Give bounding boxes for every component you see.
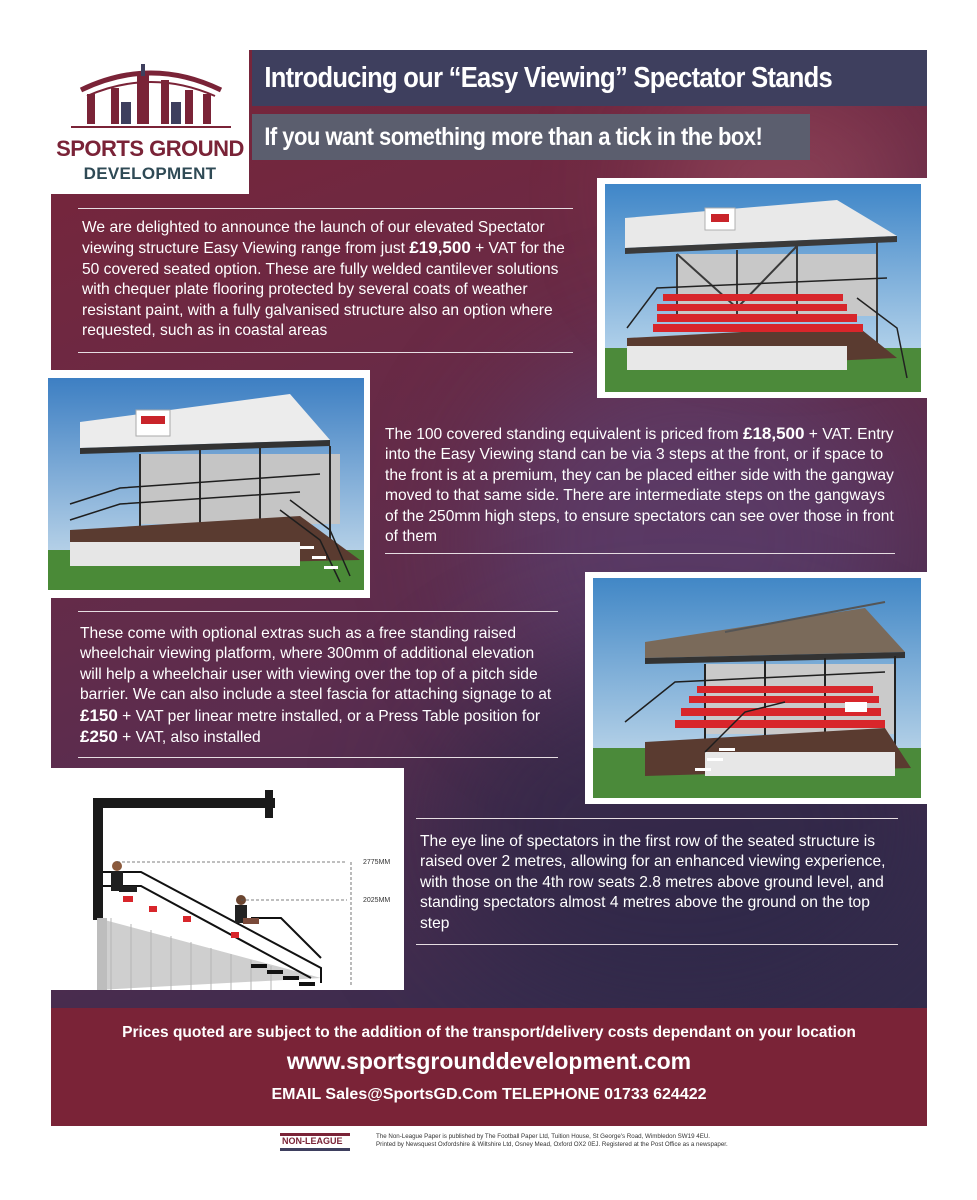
contact-footer (51, 1008, 927, 1126)
subheadline: If you want something more than a tick in the box! (264, 123, 763, 151)
sightline-diagram (51, 768, 404, 990)
divider (416, 818, 898, 819)
dimension-lower: 2025MM (363, 897, 391, 904)
non-league-logo-text: NON-LEAGUE (282, 1136, 343, 1146)
eyeline-paragraph: The eye line of spectators in the first row of the seated structure is raised over 2 metres, allowing for an enhanced viewing experience, with those on the 4th row seats 2.8 metres above ground level, and standing spectators almost 4 metres above the ground on the top step (420, 833, 886, 932)
logo-line2: DEVELOPMENT (83, 164, 217, 183)
logo-line1: SPORTS GROUND (56, 136, 244, 161)
price-seated: £19,500 (409, 238, 471, 258)
publisher-credits: The Non-League Paper is published by The Football Paper Ltd, Tuition House, St George's Road, Wimbledon SW19 4EU. Printed by Newsquest Oxfordshire & Wiltshire Ltd, Osney Mead, Oxford OX2 0EJ. Registered at the Post Office as a newspaper. (376, 1133, 728, 1148)
contact-details[interactable]: EMAIL Sales@SportsGD.Com TELEPHONE 01733 624422 (271, 1086, 707, 1103)
photo-standing-stand (40, 370, 370, 598)
headline-bar (252, 50, 927, 106)
subheadline-bar (252, 114, 810, 160)
divider (78, 208, 573, 209)
divider (385, 553, 895, 554)
company-logo (51, 50, 249, 194)
photo-seated-stand (597, 178, 927, 398)
dimension-upper: 2775MM (363, 859, 391, 866)
divider (78, 757, 558, 758)
divider (78, 611, 558, 612)
price-press-table: £250 (80, 727, 118, 747)
photo-press-table-stand (585, 572, 927, 804)
standing-paragraph: The 100 covered standing equivalent is priced from £18,500 + VAT. Entry into the Easy Viewing stand can be via 3 steps at the front, or if space to the front is at a premium, they can be placed either side with the gangway moved to that same side. There are intermediate steps on the gangways of the 250mm high steps, to ensure spectators can see over those in front of them (385, 424, 894, 546)
website-link[interactable]: www.sportsgrounddevelopment.com (286, 1048, 692, 1074)
divider (416, 944, 898, 945)
headline: Introducing our “Easy Viewing” Spectator Stands (264, 62, 833, 94)
pricing-note: Prices quoted are subject to the addition of the transport/delivery costs dependant on your location (122, 1024, 856, 1041)
price-standing: £18,500 (743, 424, 805, 443)
non-league-paper-logo (280, 1133, 350, 1151)
price-fascia: £150 (80, 705, 118, 725)
divider (78, 352, 573, 353)
extras-paragraph: These come with optional extras such as a free standing raised wheelchair viewing platform, where 300mm of additional elevation will help a wheelchair user with viewing over the top of a pitch side barrier. We can also include a steel fascia for attaching signage to at £150 + VAT per linear metre installed, or a Press Table position for £250 + VAT, also installed (80, 625, 552, 747)
intro-paragraph: We are delighted to announce the launch of our elevated Spectator viewing structure Easy Viewing range from just £19,500 + VAT for the 50 covered seated option. These are fully welded cantilever solutions with chequer plate flooring protected by several coats of weather resistant paint, with a fully galvanised structure also an option where requested, such as in coastal areas (82, 219, 565, 340)
